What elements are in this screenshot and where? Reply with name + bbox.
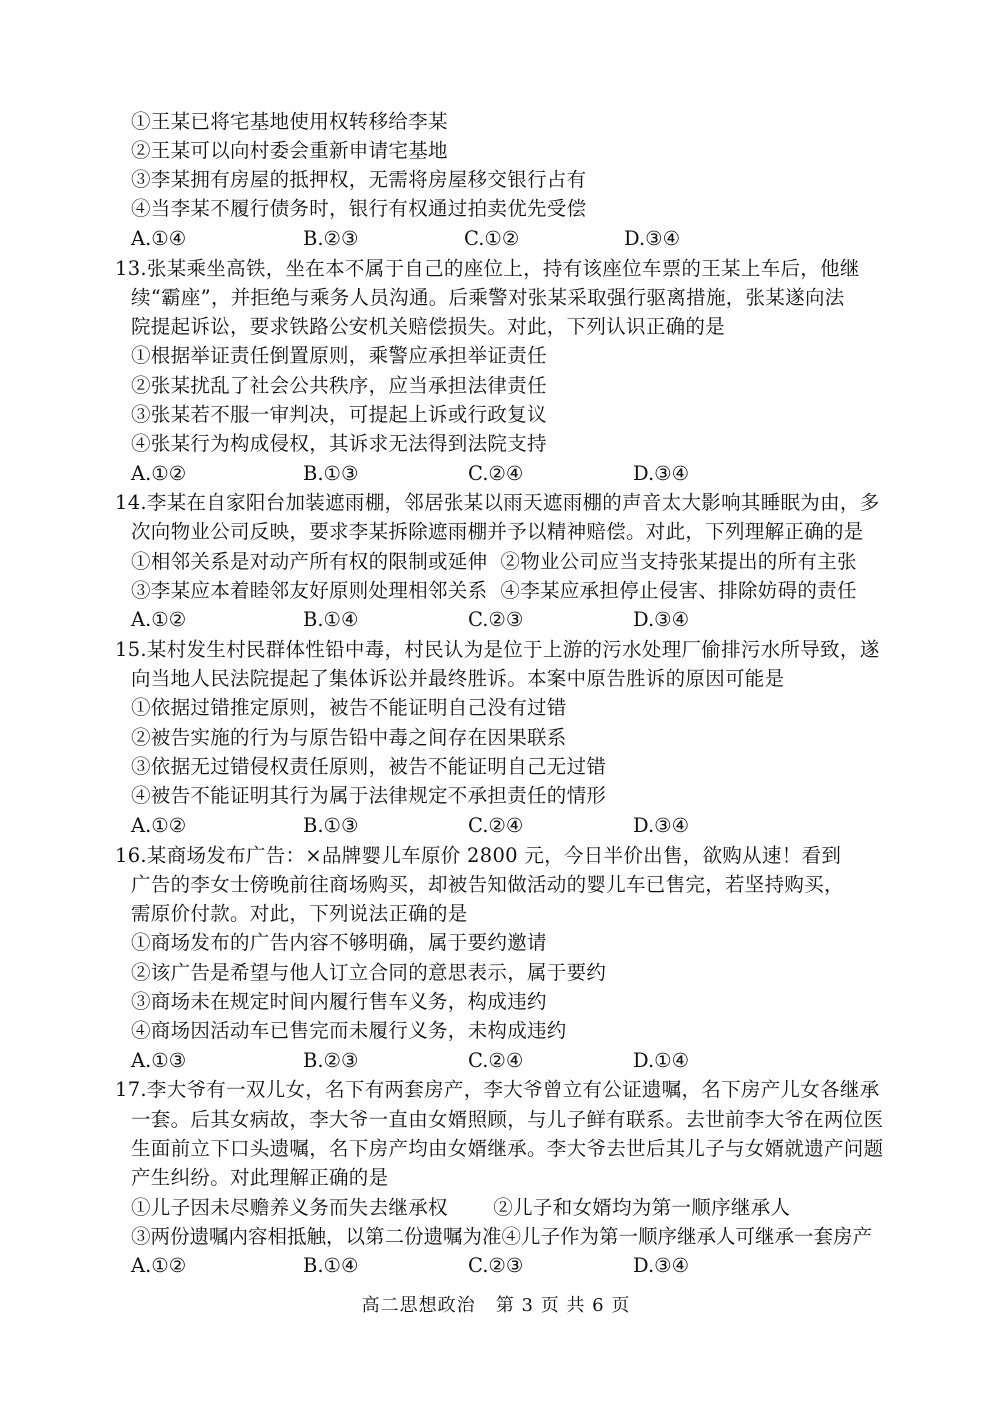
q13-statement-4: ④张某行为构成侵权，其诉求无法得到法院支持 bbox=[131, 432, 547, 455]
q13-stem-line-2: 续“霸座”，并拒绝与乘务人员沟通。后乘警对张某采取强行驱离措施，张某遂向法 bbox=[131, 286, 845, 309]
q17-statements-3-4: ③两份遗嘱内容相抵触，以第二份遗嘱为准④儿子作为第一顺序继承人可继承一套房产 bbox=[131, 1225, 873, 1248]
q16-statement-4: ④商场因活动车已售完而未履行义务，未构成违约 bbox=[131, 1019, 567, 1042]
q13-stem-line-3: 院提起诉讼，要求铁路公安机关赔偿损失。对此，下列认识正确的是 bbox=[131, 315, 726, 338]
q12-option-a: A.①④ bbox=[131, 227, 187, 250]
q12-option-b: B.②③ bbox=[303, 227, 359, 250]
q17-option-d: D.③④ bbox=[633, 1254, 690, 1277]
q14-stem-line-2: 次向物业公司反映，要求李某拆除遮雨棚并予以精神赔偿。对此，下列理解正确的是 bbox=[131, 520, 864, 543]
q16-stem-line-3: 需原价付款。对此，下列说法正确的是 bbox=[131, 902, 468, 925]
q13-statement-3: ③张某若不服一审判决，可提起上诉或行政复议 bbox=[131, 403, 547, 426]
q12-statement-1: ①王某已将宅基地使用权转移给李某 bbox=[131, 110, 448, 133]
q16-statement-3: ③商场未在规定时间内履行售车义务，构成违约 bbox=[131, 990, 547, 1013]
q12-statement-4: ④当李某不履行债务时，银行有权通过拍卖优先受偿 bbox=[131, 197, 587, 220]
q15-stem-line-1: 15.某村发生村民群体性铅中毒，村民认为是位于上游的污水处理厂偷排污水所导致，遂 bbox=[115, 638, 880, 661]
q16-statement-1: ①商场发布的广告内容不够明确，属于要约邀请 bbox=[131, 931, 547, 954]
q17-stem-line-4: 产生纠纷。对此理解正确的是 bbox=[131, 1166, 389, 1189]
q15-statement-2: ②被告实施的行为与原告铅中毒之间存在因果联系 bbox=[131, 726, 567, 749]
q16-option-c: C.②④ bbox=[468, 1049, 524, 1072]
q15-option-c: C.②④ bbox=[468, 814, 524, 837]
q12-option-c: C.①② bbox=[464, 227, 520, 250]
q13-stem-line-1: 13.张某乘坐高铁，坐在本不属于自己的座位上，持有该座位车票的王某上车后，他继 bbox=[115, 257, 860, 280]
q13-option-d: D.③④ bbox=[633, 462, 690, 485]
q17-option-a: A.①② bbox=[131, 1254, 187, 1277]
q16-statement-2: ②该广告是希望与他人订立合同的意思表示，属于要约 bbox=[131, 961, 607, 984]
q16-option-a: A.①③ bbox=[131, 1049, 187, 1072]
q17-stem-line-1: 17.李大爷有一双儿女，名下有两套房产，李大爷曾立有公证遗嘱，名下房产儿女各继承 bbox=[115, 1078, 880, 1101]
q16-stem-line-1: 16.某商场发布广告：×品牌婴儿车原价 2800 元，今日半价出售，欲购从速！看到 bbox=[115, 844, 842, 867]
q14-statements-1-2: ①相邻关系是对动产所有权的限制或延伸 ②物业公司应当支持张某提出的所有主张 bbox=[131, 550, 857, 573]
q14-stem-line-1: 14.李某在自家阳台加装遮雨棚，邻居张某以雨天遮雨棚的声音太大影响其睡眠为由，多 bbox=[115, 491, 880, 514]
q15-statement-1: ①依据过错推定原则，被告不能证明自己没有过错 bbox=[131, 696, 567, 719]
q17-statements-1-2: ①儿子因未尽赡养义务而失去继承权 ②儿子和女婿均为第一顺序继承人 bbox=[131, 1196, 791, 1219]
q12-statement-3: ③李某拥有房屋的抵押权，无需将房屋移交银行占有 bbox=[131, 168, 587, 191]
q13-option-b: B.①③ bbox=[303, 462, 359, 485]
q14-option-d: D.③④ bbox=[633, 608, 690, 631]
q13-option-a: A.①② bbox=[131, 462, 187, 485]
q15-statement-3: ③依据无过错侵权责任原则，被告不能证明自己无过错 bbox=[131, 755, 607, 778]
q15-statement-4: ④被告不能证明其行为属于法律规定不承担责任的情形 bbox=[131, 784, 607, 807]
q13-option-c: C.②④ bbox=[468, 462, 524, 485]
q16-stem-line-2: 广告的李女士傍晚前往商场购买，却被告知做活动的婴儿车已售完，若坚持购买， bbox=[131, 873, 844, 896]
q16-option-b: B.②③ bbox=[303, 1049, 359, 1072]
q17-stem-line-3: 生面前立下口头遗嘱，名下房产均由女婿继承。李大爷去世后其儿子与女婿就遗产问题 bbox=[131, 1137, 884, 1160]
q12-option-d: D.③④ bbox=[624, 227, 681, 250]
q14-option-a: A.①② bbox=[131, 608, 187, 631]
q17-option-c: C.②③ bbox=[468, 1254, 524, 1277]
q17-option-b: B.①④ bbox=[303, 1254, 359, 1277]
page-footer: 高二思想政治 第 3 页 共 6 页 bbox=[361, 1295, 631, 1316]
q15-stem-line-2: 向当地人民法院提起了集体诉讼并最终胜诉。本案中原告胜诉的原因可能是 bbox=[131, 667, 785, 690]
q15-option-b: B.①③ bbox=[303, 814, 359, 837]
q17-stem-line-2: 一套。后其女病故，李大爷一直由女婿照顾，与儿子鲜有联系。去世前李大爷在两位医 bbox=[131, 1108, 884, 1131]
q13-statement-2: ②张某扰乱了社会公共秩序，应当承担法律责任 bbox=[131, 374, 547, 397]
q14-option-c: C.②③ bbox=[468, 608, 524, 631]
q13-statement-1: ①根据举证责任倒置原则，乘警应承担举证责任 bbox=[131, 344, 547, 367]
q15-option-d: D.③④ bbox=[633, 814, 690, 837]
q12-statement-2: ②王某可以向村委会重新申请宅基地 bbox=[131, 139, 448, 162]
q16-option-d: D.①④ bbox=[633, 1049, 690, 1072]
q15-option-a: A.①② bbox=[131, 814, 187, 837]
q14-option-b: B.①④ bbox=[303, 608, 359, 631]
q14-statements-3-4: ③李某应本着睦邻友好原则处理相邻关系 ④李某应承担停止侵害、排除妨碍的责任 bbox=[131, 579, 857, 602]
